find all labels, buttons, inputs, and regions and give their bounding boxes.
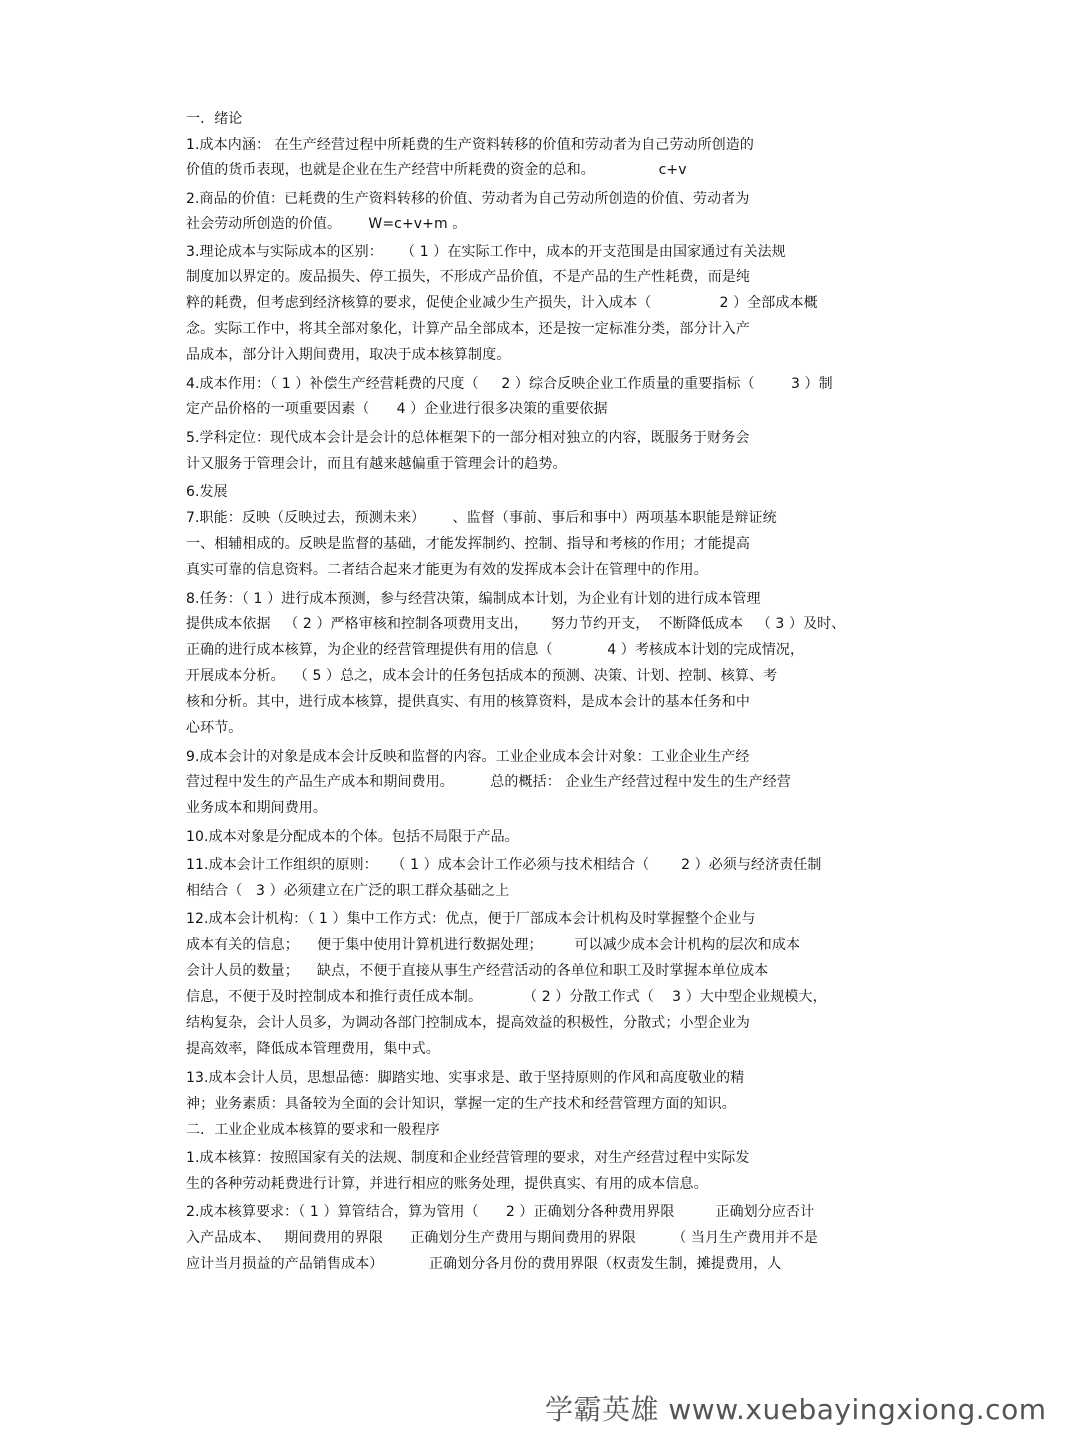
text-line: 正确的进行成本核算，为企业的经营管理提供有用的信息（ 4 ）考核成本计划的完成情况，	[186, 642, 805, 658]
text-line: 核和分析。其中，进行成本核算，提供真实、有用的核算资料，是成本会计的基本任务和中	[186, 694, 750, 710]
text-line: 信息，不便于及时控制成本和推行责任成本制。 （ 2 ）分散工作式（ 3 ）大中型企业规模大，	[186, 989, 827, 1005]
text-line: 一、相辅相成的。反映是监督的基础，才能发挥制约、控制、指导和考核的作用；才能提高	[186, 536, 750, 552]
text-line: 真实可靠的信息资料。二者结合起来才能更为有效的发挥成本会计在管理中的作用。	[186, 562, 708, 578]
text-line: 神；业务素质：具备较为全面的会计知识，掌握一定的生产技术和经营管理方面的知识。	[186, 1096, 736, 1112]
text-line: 12.成本会计机构：（ 1 ）集中工作方式：优点，便于厂部成本会计机构及时掌握整个企业与	[186, 911, 756, 927]
text-line: 9.成本会计的对象是成本会计反映和监督的内容。工业企业成本会计对象：工业企业生产经	[186, 749, 750, 765]
text-line: 结构复杂，会计人员多，为调动各部门控制成本，提高效益的积极性，分散式；小型企业为	[186, 1015, 750, 1031]
text-line: 10.成本对象是分配成本的个体。包括不局限于产品。	[186, 829, 519, 845]
text-line: 生的各种劳动耗费进行计算，并进行相应的账务处理，提供真实、有用的成本信息。	[186, 1176, 708, 1192]
text-line: 提供成本依据 （ 2 ）严格审核和控制各项费用支出， 努力节约开支， 不断降低成本 （ 3 ）及时、	[186, 616, 846, 632]
text-line: 心环节。	[186, 720, 243, 736]
text-line: 计又服务于管理会计，而且有越来越偏重于管理会计的趋势。	[186, 456, 567, 472]
section-heading: 一．绪论	[186, 111, 243, 127]
text-line: 粹的耗费，但考虑到经济核算的要求，促使企业减少生产损失，计入成本（ 2 ）全部成本概	[186, 295, 818, 311]
text-line: 1.成本内涵： 在生产经营过程中所耗费的生产资料转移的价值和劳动者为自己劳动所创造的	[186, 137, 755, 153]
section-heading: 二．工业企业成本核算的要求和一般程序	[186, 1122, 440, 1138]
text-line: 会计人员的数量； 缺点，不便于直接从事生产经营活动的各单位和职工及时掌握本单位成本	[186, 963, 769, 979]
text-line: 2.成本核算要求：（ 1 ）算管结合，算为管用（ 2 ）正确划分各种费用界限 正确划分应否计	[186, 1204, 815, 1220]
text-line: 6.发展	[186, 484, 228, 500]
text-line: 13.成本会计人员，思想品德：脚踏实地、实事求是、敢于坚持原则的作风和高度敬业的精	[186, 1070, 745, 1086]
text-line: 定产品价格的一项重要因素（ 4 ）企业进行很多决策的重要依据	[186, 401, 608, 417]
text-line: 制度加以界定的。废品损失、停工损失，不形成产品价值，不是产品的生产性耗费，而是纯	[186, 269, 750, 285]
text-line: 入产品成本、 期间费用的界限 正确划分生产费用与期间费用的界限 （ 当月生产费用并不是	[186, 1230, 818, 1246]
text-line: 5.学科定位：现代成本会计是会计的总体框架下的一部分相对独立的内容，既服务于财务会	[186, 430, 750, 446]
text-line: 4.成本作用：（ 1 ）补偿生产经营耗费的尺度（ 2 ）综合反映企业工作质量的重要指标（ 3 ）制	[186, 376, 833, 392]
text-line: 11.成本会计工作组织的原则： （ 1 ）成本会计工作必须与技术相结合（ 2 ）必须与经济责任制	[186, 857, 822, 873]
text-line: 相结合（ 3 ）必须建立在广泛的职工群众基础之上	[186, 883, 510, 899]
text-line: 品成本，部分计入期间费用，取决于成本核算制度。	[186, 347, 511, 363]
text-line: 社会劳动所创造的价值。 W=c+v+m 。	[186, 216, 467, 232]
text-line: 营过程中发生的产品生产成本和期间费用。 总的概括： 企业生产经营过程中发生的生产经营	[186, 774, 791, 790]
text-line: 1.成本核算：按照国家有关的法规、制度和企业经营管理的要求，对生产经营过程中实际发	[186, 1150, 750, 1166]
watermark: 学霸英雄 www.xuebayingxiong.com	[545, 1393, 1047, 1426]
text-line: 提高效率，降低成本管理费用，集中式。	[186, 1041, 440, 1057]
text-line: 8.任务：（ 1 ）进行成本预测，参与经营决策，编制成本计划，为企业有计划的进行成本管理	[186, 591, 761, 607]
text-line: 念。实际工作中，将其全部对象化，计算产品全部成本，还是按一定标准分类，部分计入产	[186, 321, 750, 337]
text-line: 成本有关的信息； 便于集中使用计算机进行数据处理； 可以减少成本会计机构的层次和成本	[186, 937, 801, 953]
text-line: 3.理论成本与实际成本的区别： （ 1 ）在实际工作中，成本的开支范围是由国家通过有关法规	[186, 244, 786, 260]
text-line: 开展成本分析。 （ 5 ）总之，成本会计的任务包括成本的预测、决策、计划、控制、核算、考	[186, 668, 778, 684]
text-line: 7.职能：反映（反映过去，预测未来） 、监督（事前、事后和事中）两项基本职能是辩证统	[186, 510, 777, 526]
text-line: 价值的货币表现，也就是企业在生产经营中所耗费的资金的总和。 c+v	[186, 162, 687, 178]
text-line: 业务成本和期间费用。	[186, 800, 327, 816]
text-line: 2.商品的价值：已耗费的生产资料转移的价值、劳动者为自己劳动所创造的价值、劳动者为	[186, 191, 750, 207]
text-line: 应计当月损益的产品销售成本） 正确划分各月份的费用界限（权责发生制，摊提费用，人	[186, 1256, 782, 1272]
